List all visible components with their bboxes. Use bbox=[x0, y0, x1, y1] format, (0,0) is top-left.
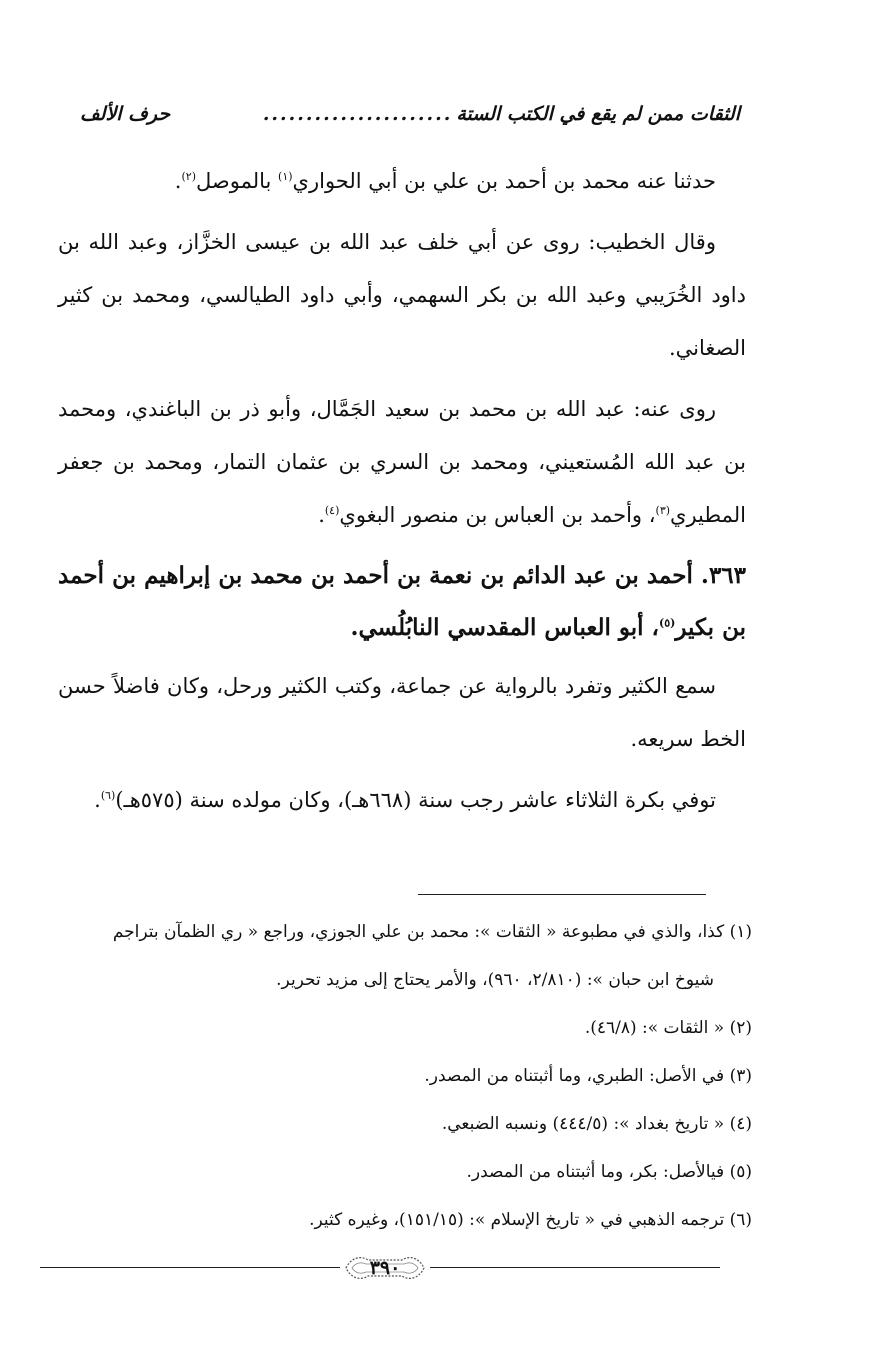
footnote-4: (٤) « تاريخ بغداد »: (٤٤٤/٥) ونسبه الضبعي. bbox=[441, 1114, 752, 1134]
footnote-ref-1: (١) bbox=[278, 170, 293, 183]
footnotes-section bbox=[30, 908, 752, 1244]
bottom-rule-right bbox=[430, 1267, 720, 1268]
paragraph-5-text: توفي بكرة الثلاثاء عاشر رجب سنة (٦٦٨هـ)، وكان مولده سنة (٥٧٥هـ) bbox=[115, 788, 716, 812]
paragraph-4: سمع الكثير وتفرد بالرواية عن جماعة، وكتب الكثير ورحل، وكان فاضلاً حسن الخط سريعه. bbox=[58, 674, 746, 751]
footnote-6: (٦) ترجمه الذهبي في « تاريخ الإسلام »: (١٥١/١٥)، وغيره كثير. bbox=[309, 1210, 752, 1230]
footnote-separator bbox=[418, 894, 706, 895]
paragraph-3 bbox=[58, 383, 746, 542]
paragraph-3-text-a: روى عنه: عبد الله بن محمد بن سعيد الجَمَّال، وأبو ذر بن الباغندي، ومحمد بن عبد الله المُستعيني، ومحمد بن السري بن عثمان التمار، ومحمد بن جعفر المطيري bbox=[58, 397, 746, 527]
main-text bbox=[58, 155, 746, 835]
entry-heading-text-b: ، أبو العباس المقدسي النابُلُسي. bbox=[350, 614, 659, 641]
paragraph-3-end: . bbox=[318, 503, 325, 527]
footnote-ref-2: (٢) bbox=[181, 170, 196, 183]
paragraph-2: وقال الخطيب: روى عن أبي خلف عبد الله بن عيسى الخزَّاز، وعبد الله بن داود الخُرَيبي وعبد الله بن بكر السهمي، وأبي داود الطيالسي، ومحمد بن كثير الصغاني. bbox=[58, 230, 746, 360]
footnote-ref-6: (٦) bbox=[100, 789, 116, 802]
entry-heading-text-a: ٣٦٣. أحمد بن عبد الدائم بن نعمة بن أحمد بن محمد بن إبراهيم بن أحمد بن بكير bbox=[58, 562, 746, 641]
footnote-ref-3: (٣) bbox=[655, 504, 671, 517]
footnote-5: (٥) فيالأصل: بكر، وما أثبتناه من المصدر. bbox=[466, 1162, 752, 1182]
page-number: ٣٩٠ bbox=[369, 1257, 401, 1279]
paragraph-3-text-b: ، وأحمد بن العباس بن منصور البغوي bbox=[339, 503, 656, 527]
footnote-ref-4: (٤) bbox=[324, 504, 340, 517]
bottom-rule-left bbox=[40, 1267, 340, 1268]
header-dots: ...................... bbox=[262, 103, 453, 125]
footnote-ref-5: (٥) bbox=[658, 616, 676, 630]
paragraph-5 bbox=[58, 774, 746, 827]
header-book-title: الثقات ممن لم يقع في الكتب الستة bbox=[456, 103, 740, 125]
header-chapter: حرف الألف bbox=[80, 103, 171, 125]
running-header bbox=[80, 96, 740, 132]
footnote-2: (٢) « الثقات »: (٤٦/٨). bbox=[584, 1018, 752, 1038]
page-number-ornament bbox=[342, 1252, 428, 1284]
paragraph-1 bbox=[58, 155, 746, 208]
paragraph-5-end: . bbox=[94, 788, 101, 812]
paragraph-1-end: . bbox=[174, 169, 182, 193]
footnote-1-line-1: (١) كذا، والذي في مطبوعة « الثقات »: محمد بن علي الجوزي، وراجع « ري الظمآن بتراجم bbox=[112, 922, 752, 942]
paragraph-1-text: حدثنا عنه محمد بن أحمد بن علي بن أبي الحواري bbox=[292, 169, 716, 193]
entry-heading-363 bbox=[58, 550, 746, 654]
paragraph-1-mid: بالموصل bbox=[195, 169, 279, 193]
footnote-1-line-2: شيوخ ابن حبان »: (٢/٨١٠، ٩٦٠)، والأمر يحتاج إلى مزيد تحرير. bbox=[276, 970, 714, 990]
footnote-3: (٣) في الأصل: الطبري، وما أثبتناه من المصدر. bbox=[424, 1066, 752, 1086]
